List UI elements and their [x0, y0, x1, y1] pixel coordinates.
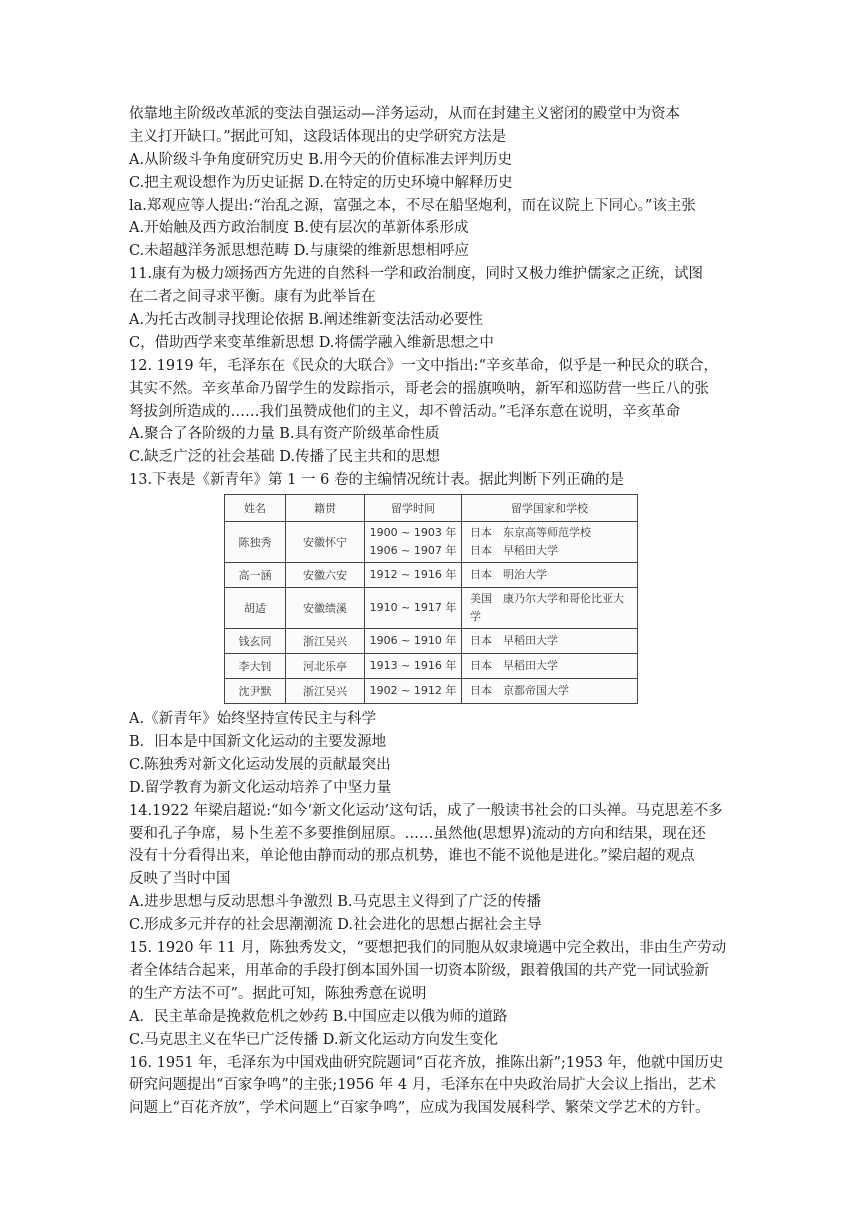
text-line: 没有十分看得出来，单论他由静而动的那点机势，谁也不能不说他是进化。”梁启超的观点: [129, 848, 695, 865]
table-row: [225, 654, 638, 679]
text-line: A.开始触及西方政治制度 B.使有层次的革新体系形成: [129, 220, 469, 237]
cell-school: [462, 654, 638, 679]
text-line: A.聚合了各阶级的力量 B.具有资产阶级革命性质: [129, 426, 440, 443]
text-line: C.马克思主义在华已广泛传播 D.新文化运动方向发生变化: [129, 1031, 499, 1048]
text-line: 依靠地主阶级改革派的变法自强运动—洋务运动，从而在封建主义密闭的殿堂中为资本: [129, 106, 680, 122]
period-text: 1900 ~ 1903 年: [369, 526, 457, 540]
cell-name: 陈独秀: [225, 522, 286, 563]
text-line: 在二者之间寻求平衡。康有为此举旨在: [129, 289, 376, 306]
school-text: 美国 康乃尔大学和哥伦比亚大学: [470, 592, 624, 624]
period-text: 1906 ~ 1907 年: [369, 544, 457, 558]
text-line: 研究问题提出“百家争鸣”的主张;1956 年 4 月，毛泽东在中央政治局扩大会议上指出，艺术: [129, 1077, 717, 1094]
cell-origin: 河北乐亭: [286, 654, 365, 679]
cell-school: [462, 629, 638, 654]
table-row: [225, 679, 638, 704]
text-line: A.为托古改制寻找理论依据 B.阐述维新变法活动必要性: [129, 312, 483, 329]
editor-table-wrap: [224, 494, 638, 704]
cell-name: 胡适: [225, 588, 286, 629]
page-content: [129, 103, 729, 1120]
text-line: A.进步思想与反动思想斗争激烈 B.马克思主义得到了广泛的传播: [129, 894, 541, 911]
cell-school: [462, 563, 638, 588]
text-line: 的生产方法不可”。据此可知，陈独秀意在说明: [129, 985, 427, 1002]
text-line: 主义打开缺口。”据此可知，这段话体现出的史学研究方法是: [129, 128, 507, 145]
header-period: 留学时间: [365, 495, 462, 522]
school-text: 日本 早稻田大学: [470, 634, 558, 648]
period-text: 1906 ~ 1910 年: [369, 634, 457, 648]
period-text: 1910 ~ 1917 年: [369, 601, 457, 615]
period-text: 1902 ~ 1912 年: [369, 684, 457, 698]
period-text: 1913 ~ 1916 年: [369, 659, 457, 673]
table-row: [225, 563, 638, 588]
table-row: [225, 522, 638, 563]
text-line: D.留学教育为新文化运动培养了中坚力量: [129, 779, 392, 796]
cell-name: 高一涵: [225, 563, 286, 588]
text-line: 问题上“百花齐放”，学术问题上“百家争鸣”，应成为我国发展科学、繁荣文学艺术的方针。: [129, 1100, 710, 1117]
cell-origin: 安徽怀宁: [286, 522, 365, 563]
text-line: C.缺乏广泛的社会基础 D.传播了民主共和的思想: [129, 449, 441, 466]
text-line: la.郑观应等人提出:“治乱之源，富强之本，不尽在船坚炮利，而在议院上下同心。”该主张: [129, 197, 696, 214]
text-line: 16. 1951 年，毛泽东为中国戏曲研究院题词“百花齐放，推陈出新”;1953 年，他就中国历史: [129, 1054, 724, 1071]
text-line: 反映了当时中国: [129, 871, 231, 888]
school-text: 日本 东京高等师范学校: [470, 526, 591, 540]
text-line: C，借助西学来变革维新思想 D.将儒学融入维新思想之中: [129, 334, 494, 351]
text-line: C.形成多元并存的社会思潮潮流 D.社会进化的思想占据社会主导: [129, 917, 542, 934]
text-line: 13.下表是《新青年》第 1 一 6 卷的主编情况统计表。据此判断下列正确的是: [129, 472, 624, 489]
cell-school: [462, 522, 638, 563]
table-row: [225, 629, 638, 654]
header-name: 姓名: [225, 495, 286, 522]
period-text: 1912 ~ 1916 年: [369, 568, 457, 582]
cell-period: [365, 679, 462, 704]
cell-name: 钱玄同: [225, 629, 286, 654]
text-line: 12. 1919 年，毛泽东在《民众的大联合》一文中指出:“辛亥革命，似乎是一种民众的联合，: [129, 357, 718, 374]
text-line: A.《新青年》始终坚持宣传民主与科学: [129, 711, 377, 728]
cell-period: [365, 629, 462, 654]
cell-period: [365, 588, 462, 629]
cell-name: 沈尹默: [225, 679, 286, 704]
text-line: A.从阶级斗争角度研究历史 B.用今天的价值标准去评判历史: [129, 151, 512, 168]
cell-period: [365, 563, 462, 588]
school-text: 日本 明治大学: [470, 568, 547, 582]
school-text: 日本 早稻田大学: [470, 659, 558, 673]
text-line: C.把主观设想作为历史证据 D.在特定的历史环境中解释历史: [129, 174, 513, 191]
text-line: B．旧本是中国新文化运动的主要发源地: [129, 734, 387, 751]
cell-period: [365, 522, 462, 563]
cell-name: 李大钊: [225, 654, 286, 679]
text-line: 者全体结合起来，用革命的手段打倒本国外国一切资本阶级，跟着俄国的共产党一同试验新: [129, 962, 709, 979]
text-line: 弩拔剑所造成的……我们虽赞成他们的主义，却不曾活动。”毛泽东意在说明，辛亥革命: [129, 403, 681, 420]
header-origin: 籍贯: [286, 495, 365, 522]
editor-table: [224, 494, 638, 704]
school-text: 日本 早稻田大学: [470, 544, 558, 558]
text-line: C.陈独秀对新文化运动发展的贡献最突出: [129, 756, 391, 773]
school-text: 日本 京都帝国大学: [470, 684, 569, 698]
cell-school: [462, 679, 638, 704]
cell-school: [462, 588, 638, 629]
cell-origin: 浙江吴兴: [286, 629, 365, 654]
text-line: C.未超越洋务派思想范畴 D.与康梁的维新思想相呼应: [129, 243, 470, 260]
text-line: 14.1922 年梁启超说:“如今‘新文化运动’这句话，成了一般读书社会的口头禅。马克思差不多: [129, 802, 723, 819]
text-block-bottom: [129, 708, 729, 1120]
text-line: 11.康有为极力颂扬西方先进的自然科一学和政治制度，同时又极力维护儒家之正统，试图: [129, 266, 704, 283]
cell-period: [365, 654, 462, 679]
header-school: 留学国家和学校: [462, 495, 638, 522]
cell-origin: 安徽绩溪: [286, 588, 365, 629]
cell-origin: 安徽六安: [286, 563, 365, 588]
text-line: 要和孔子争席，易卜生差不多要推倒屈原。……虽然他(思想界)流动的方向和结果，现在还: [129, 825, 706, 842]
cell-origin: 浙江吴兴: [286, 679, 365, 704]
table-row: [225, 588, 638, 629]
table-header-row: [225, 495, 638, 522]
text-line: 其实不然。辛亥革命乃留学生的发踪指示，哥老会的摇旗唤呐，新军和巡防营一些丘八的张: [129, 380, 709, 397]
text-line: A．民主革命是挽救危机之妙药 B.中国应走以俄为师的道路: [129, 1008, 508, 1025]
text-block-top: [129, 103, 729, 492]
text-line: 15. 1920 年 11 月，陈独秀发文，“要想把我们的同胞从奴隶境遇中完全救出，非由生产劳动: [129, 940, 727, 957]
